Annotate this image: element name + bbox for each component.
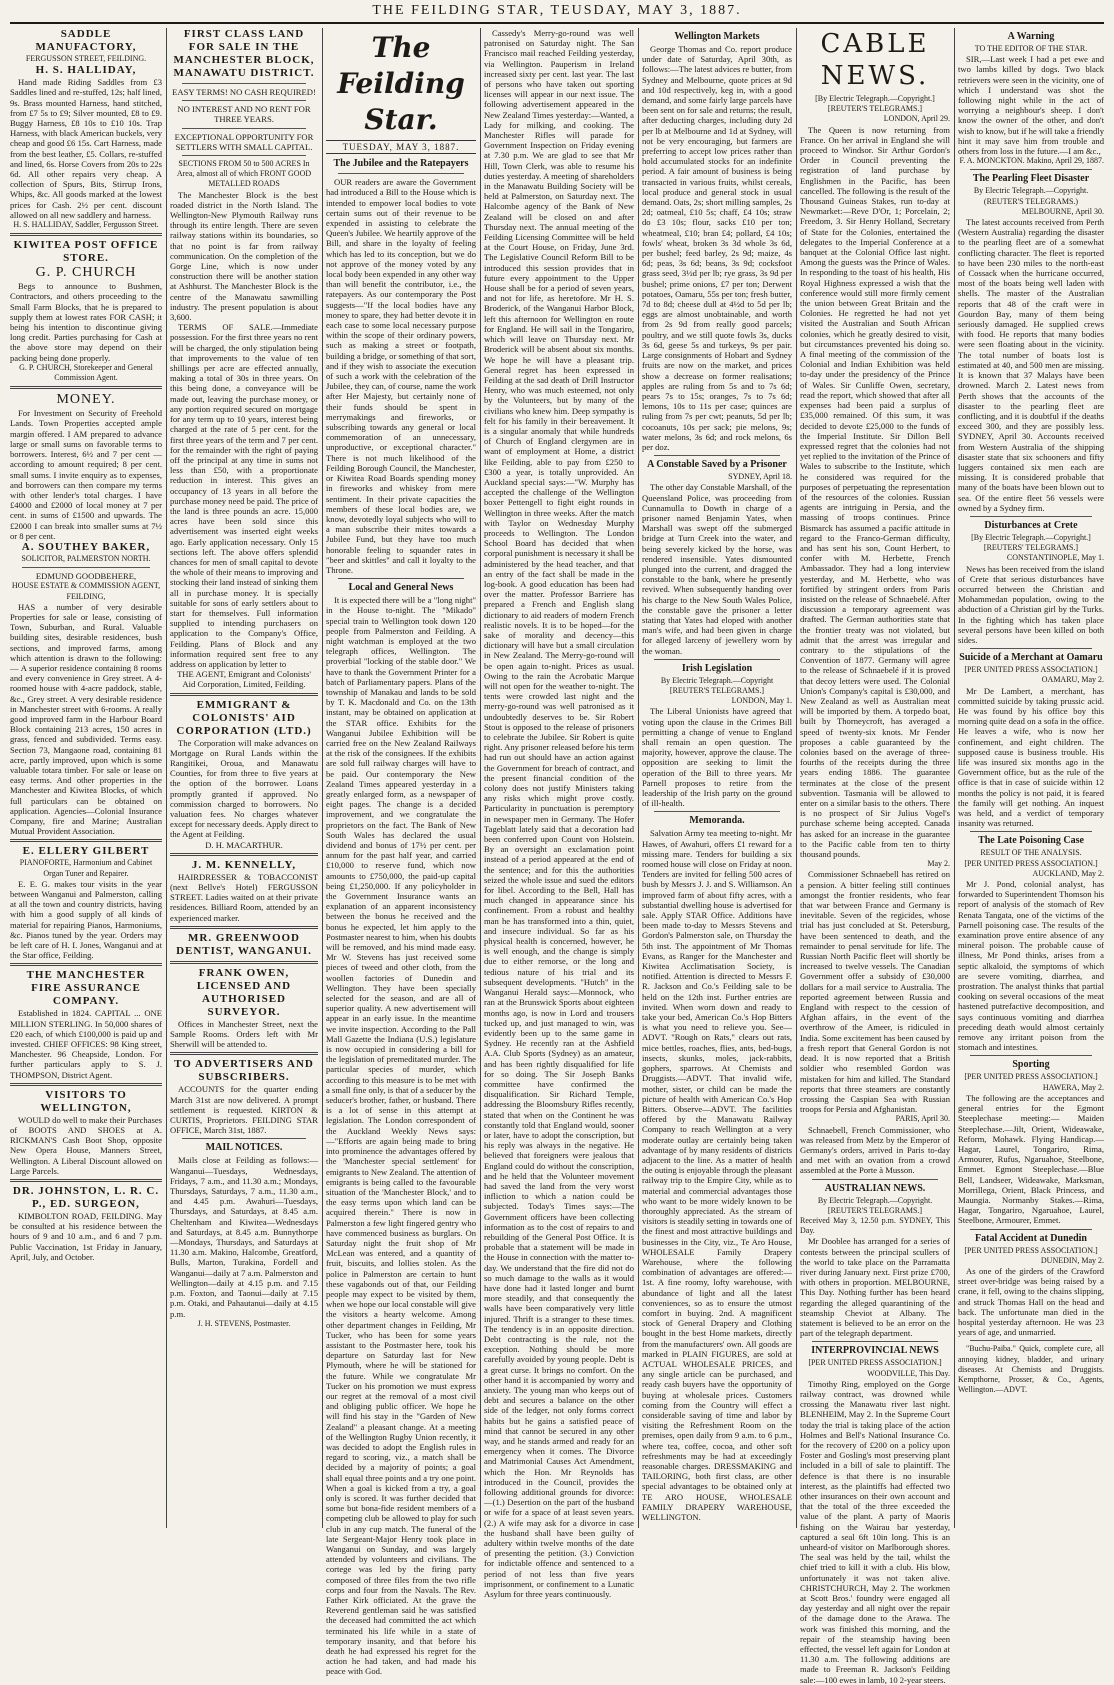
column-2 (170, 28, 318, 1528)
aus-body: Mr Dooblee has arranged for a series of contests between the principal scullers of the world to take place on the Parramatta river during January next. First prize £700, with others in proportion. MELBOURNE, This Day. Nothing further has been heard regarding the alleged quarantining of the steamship Cheviot at Albany. The statement is believed to be an error on the part of the telegraph department. (800, 1236, 950, 1339)
divider (170, 961, 318, 964)
oamaru-tag: [PER UNITED PRESS ASSOCIATION.] (964, 665, 1098, 675)
mail-signature: J. H. STEVENS, Postmaster. (197, 1318, 291, 1328)
column-rule (480, 28, 481, 1528)
divider (182, 100, 306, 101)
aus-dateline: Received May 3, 12.50 p.m. SYDNEY, This Day. (800, 1215, 950, 1236)
divider (170, 926, 318, 929)
divider (338, 578, 464, 579)
irish-body: The Liberal Unionists have agreed that voting upon the clause in the Crimes Bill permitting a change of venue to England shall remain an open question. The majority, however, approve the clause. The opposition are seeking to limit the operation of the Bill to three years. Mr Parnell proposes to retire from the leadership of the Irish party on the ground of ill-health. (642, 706, 792, 809)
sporting-tag: [PER UNITED PRESS ASSOCIATION.] (964, 1072, 1098, 1082)
fatal-title: Fatal Accident at Dunedin (975, 1232, 1087, 1244)
sporting-dateline: HAWERA, May 2. (1042, 1082, 1104, 1092)
divider (170, 693, 318, 696)
column-3 (326, 28, 476, 1677)
saved-body: The other day Constable Marshall, of the Queensland Police, was proceeding from Cunnamulla to Dowth in charge of a prisoner named Benjamin Yates, when Marshall was swept off the submerged bridge at Turn Creek into the water, and being severely kicked by the horse, was rendered insensible. Yates dismounted plunged into the current, and dragged the constable to the bank, where he presently revived. When subsequently handing over his charge to the New South Wales Police, the constable gave the prisoner a letter stating that Yates had eloped with another man's wife, and had been given in charge for alleged larceny of jewellery worn by the woman. (642, 482, 792, 656)
cable-may2: May 2. (927, 859, 950, 869)
church-body: Begs to announce to Bushmen, Contractors, and others proceeding to the Small Farm Blocks, that he is prepared to supply them at lowest rates FOR CASH; it being his intention to discontinue giving long credit. Parties purchasing for Cash at the above store may depend on their packing being done properly. (10, 281, 162, 363)
saved-dateline: SYDNEY, April 18. (728, 472, 792, 482)
sections: SECTIONS FROM 50 to 500 ACRES In Area, almost all of which FRONT GOOD METALLED ROADS (176, 159, 312, 189)
greenwood-title: MR. GREENWOOD DENTIST, WANGANUI. (176, 931, 312, 957)
divider (10, 233, 162, 236)
easy-terms: EASY TERMS! NO CASH REQUIRED! (172, 87, 316, 97)
irish-title: Irish Legislation (681, 662, 753, 674)
divider (654, 811, 780, 812)
divider (970, 1055, 1092, 1056)
fatal-tag: [PER UNITED PRESS ASSOCIATION.] (964, 1245, 1098, 1255)
irish-byline: By Electric Telegraph.—Copyright (660, 675, 774, 685)
advertisers-body: ACCOUNTS for the quarter ending March 31st are now delivered. A prompt settlement is requested. KIRTON & CURTIS, Proprietors. FEILDING STAR OFFICE, March 31st, 1887. (170, 1084, 318, 1136)
land-body: The Manchester Block is the best roaded district in the North Island. The Wellington-New Plymouth Railway runs through its entire length. There are seven railway stations within its boundaries, so that no point is far from railway communication. On the completion of the Gorge Line, which is now under construction there will be another station at Ashhurst. The Manchester Block is the centre of the Manawatu sawmilling industry. The present population is about 3,600. (170, 189, 318, 323)
pearling-tag: (REUTER'S TELEGRAMS.) (983, 196, 1079, 206)
sporting-title: Sporting (1012, 1059, 1050, 1071)
crete-title: Disturbances at Crete (984, 519, 1078, 531)
aus-title: AUSTRALIAN NEWS. (824, 1182, 926, 1194)
masthead: THE FEILDING STAR, TEUSDAY, MAY 3, 1887. (372, 3, 742, 18)
local-title: Local and General News (348, 582, 454, 594)
local-body: It is expected there will be a "long night" in the House to-night. The "Mikado" special train to Wellington took down 120 people from Palmerston and Feilding. A night watchman is employed at the two telegraph offices, Wellington. The proverbial "locking of the stable door." We have to thank the Government Printer for a batch of Parliamentary papers. Plans of the township of Manakau and lands to be sold by T. K. Macdonald and Co. on the 13th instant, may be obtained on application at the STAR office. Exhibits for the Wanganui Jubilee Exhibition will be carried free on the New Zealand Railways at the risk of the consignees. If the exhibits are sold full railway charges will have to be paid. Our contemporary the New Zealand Times appeared yesterday in a greatly enlarged form, as a newspaper of eight pages. The change is a decided improvement, and we congratulate the proprietors on the fact. The Bank of New South Wales has declared the usual dividend and bonus of 17½ per cent. per annum for the past half year, and carried £10,000 to reserve fund, which now amounts to £750,000, the paid-up capital being £1,250,000. If any policyholder in the Government Insurance wants an explanation of an apparent inconsistency between the bonus he received and the bonus he expected, let him apply to the Postmaster nearest to him, when his doubts will be removed, and his mind made easy. Mr W. Stevens has just received some pieces of tweed and other cloth, from the woollen factories of Dunedin and Wellington. They have been specially selected for the season, and are all of superior quality. A new advertisement will appear in an early issue. In the meantime we invite inspection. According to the Pall Mall Gazette the Indiana (U.S.) legislature is now occupied in considering a bill for the legislation of premeditated murder. The particular species of murder, which according to this measure is to be met with a small fine only, is that of a seducer by the seducer's brother, father, or husband. There is a lot of sense in this attempt at legislation. The London correspondent of the Auckland Weekly News says:—"Efforts are again being made to bring into prominence the advantages offered by the 'Manchester special settlement' for emigrants to New Zealand. The attention of emigrants is being called to the favourable situation of the 'Manchester Block,' and to the easy terms upon which land can be acquired therein." There is now in Palmerston a few light fingered gentry who have commenced business as burglars. On Saturday night the fruit shop of Mr McLean was entered, and a quantity of fruit, biscuits, and lollies stolen. As the police in Palmerston are certain to hunt these vagabonds out of that, our Feilding people may expect to be visited by them, when we hope our local constable will give the visitors a hearty welcome. Among other department changes in Feilding, Mr Tucker, who has been for some years assistant to the Postmaster here, took his departure on Saturday last for New Plymouth, where he will be stationed for the future. While we congratulate Mr Tucker on his promotion we must express our regret at the removal of a most civil and obliging public officer. We hope he will find his stay in the "Garden of New Zealand" a pleasant change. At a meeting of the Wellington Rugby Union recently, it was decided to adopt the English rules in regard to scoring, viz., a match shall be decided by a majority of points; a goal shall equal three points and a try one point. When a goal is kicked from a try, a goal only is scored. It was further decided that some but bona-fide resident members of a competing club be allowed to play for such club in any cup match. The funeral of the late Sergeant-Major Henry took place in Wanganui on Sunday, and was largely attended by volunteers and civilians. The cortege was led by the firing party composed of three files from the two rifle corps and four from the Navals. The Rev. Father Kirk officiated. At the grave the Reverend gentleman said he was satisfied the deceased had committed the act which terminated his life while in a state of temporary insanity, and that before his death he had expressed his regret for the action he had taken, and had made his peace with God. (326, 595, 476, 1677)
oamaru-title: Suicide of a Merchant at Oamaru (959, 652, 1103, 664)
agent: THE AGENT, Emigrant and Colonists' Aid Corporation, Limited, Feilding. (177, 669, 311, 690)
no-interest: NO INTEREST AND NO RENT FOR THREE YEARS. (177, 104, 311, 125)
oamaru-body: Mr De Lambert, a merchant, has committed suicide by taking prussic acid. He was found by his office boy this morning quite dead on a sofa in the office. He leaves a wife, who is now her confinement, and eight children. The supposed cause is business trouble. His life was insured six months ago in the Government office, but as the rule of the office is that in case of suicide within 12 months the policy is not paid, it is feared the family will get nothing. An inquest was held, and a verdict of temporary insanity was returned. (958, 685, 1104, 829)
divider (338, 173, 464, 174)
kennelly-body: HAIRDRESSER & TOBACCONIST (next Bellve's Hotel) FERGUSSON STREET. Ladies waited on at their private residences. Billiard Room, attended by an experienced marker. (170, 871, 318, 923)
saddle-ad-body: Hand made Riding Saddles from £3 Saddles lined and re-stuffed, 12s; half lined, 9s. Brass mounted Harness, hand stitched, from £7 5s to £9; Silver mounted, £8 to £9. Buggy Harness, £8 10s to £10 10s. Trap Harness, with black American buckels, very cheap and good £6 15s. Cart Harness, made from the best leather, £5. Collars, re-stuffed and lined, 6s. Horse Covers from 20s to 22s 6d. All other repairs very cheap. A collection of Spurs, Bits, Stirrup Irons, Whips, &c. All goods marked at the lowest prices for Cash. 2½ per cent. discount allowed on all new saddlery and harness. (10, 77, 162, 220)
divider (10, 839, 162, 842)
memo-body: Salvation Army tea meeting to-night. Mr Hawes, of Awahuri, offers £1 reward for a missing mare. Tenders for building a six roomed house will close on Friday at noon. Tenders are invited for felling 500 acres of bush by Messrs J. J. and S. Williamson. An improved farm of about fifty acres, with a substantial dwelling house is advertised for sale. Apply STAR Office. Additions have been made to-day to Messrs Stevens and Gordon's Palmerston sale, on Thursday the 5th inst. The appointment of Mr Thomas Evans, as Ranger for the Manchester and Kiwitea Acclimatisation Society, is notified. Attention is directed to Messrs F. R. Jackson and Co.'s Feilding sale to be held on the 12th inst. Further entries are invited. When worn down and ready to take your bed, American Co.'s Hop Bitters is what you need to relieve you. See—ADVT. "Rough on Rats," clears out rats, mice bettles, roaches, flies, ants, bed-bugs, insects, skunks, moles, jack-rabbits, gophers, sparrows. At Chemists and Druggists.—ADVT. That invalid wife, mother, sister, or child can be made the picture of health with American Co.'s Hop Bitters. Observe—ADVT. The facilities offered by the Manawatu Railway Company to reach Wellington at a very moderate outlay are certainly being taken advantage of by many residents of districts adjacent to the line. As a matter of health the outing is enjoyable through the pleasant railway trip to the Empire City, while as to material and commercial advantages those who want to be more widely known to be thoroughly appreciated. As the stream of visitors is steadily setting in towards one of the finest and most attractive buildings and businesses in the City, viz., Te Aro House, WHOLESALE Family Drapery Warehouse, where the following combination of advantages are offered:—1st. A fine roomy, lofty warehouse, with abundance of light and all the latest conveniences, so as to ensure the utmost comfort in buying. 2nd. A magnificent stock of General Drapery and Clothing bought in the best Home markets, directly from the manufacturers' own. All goods are marked in PLAIN FIGURES, are sold at ACTUAL WHOLESALE PRICES, and any single article can be purchased, and ready cash buyers have the opportunity of buying at wholesale prices. Customers coming from the Country will effect a considerable saving of time and labor by visiting the Refreshment Room on the premises, open daily from 9 a.m. to 6 p.m., where tea, coffee, cocoa, and other soft refreshments may be had at exceedingly reasonable charges. DRESSMAKING and TAILORING, both first class, are other special advantages to be obtained only at TE ARO HOUSE, WHOLESALE FAMILY DRAPERY WAREHOUSE, WELLINGTON. (642, 828, 792, 1523)
column-1 (10, 28, 162, 1528)
inter-body: Timothy Ring, employed on the Gorge railway contract, was drowned while crossing the Manawatu river last night. BLENHEIM, May 2. In the Supreme Court today the trial is taking place of the action Holmes and Bell's National Insurance Co. for the recovery of £200 on a policy upon Foster and Gosling's most preserving plant included in a bill of sale to plaintiff. The defence is that there is no insurable interest, as the plaintiffs had effected two other insurances on their own account and that the total of the three exceeded the value of the plant. A party of Maoris fishing on the Wairau bar yesterday, captured a seal 6ft 10in long. This is an unheard-of visitor on Marlborough shores. The seal was held by the tail, whilst the chief tried to kill it with a club. His blow, unfortunately it was not taken alive. CHRISTCHURCH, May 2. The workmen at Scott Bros.' foundry were engaged all day yesterday and all night over the repair of the damage done to the Arawa. The work was finished this morning, and the repair of the steamship having been effected, the vessel left again for London at 11.30 a.m. The following additions are made to Freeman R. Jackson's Feilding sale:—100 ewes in lamb, 10 2-year steers. (800, 1378, 950, 1685)
divider (970, 648, 1092, 649)
pearling-title: The Pearling Fleet Disaster (972, 173, 1090, 185)
aus-tag: [REUTER'S TELEGRAMS.] (827, 1205, 923, 1215)
divider (10, 1083, 162, 1086)
issue-date: TUESDAY, MAY 3, 1887. (326, 140, 476, 154)
macarthur: D. H. MACARTHUR. (205, 839, 283, 850)
memo-title: Memoranda. (689, 815, 745, 827)
johnston-title: DR. JOHNSTON, L. R. C. P., ED. SURGEON, (12, 1185, 160, 1211)
warning-signature: F. A. MONCKTON. Makino, April 29, 1887. (959, 156, 1104, 166)
gilbert-role: PIANOFORTE, Harmonium and Cabinet Organ Tuner and Repairer. (19, 858, 153, 878)
baker-name: A. SOUTHEY BAKER, (21, 540, 151, 553)
emigrant-body: The Corporation will make advances on Mortgage on Rural Lands within the Rangitikei, Oroua, and Manawatu Counties, for from three to five years at the option of the borrower. Loans promptly granted if approved. No commission charged to borrowers. No valuation fees. No charges whatever except for necessary deeds. Apply direct to the Agent at Feilding. (170, 737, 318, 840)
markets-title: Wellington Markets (674, 31, 760, 42)
column-6 (800, 28, 950, 1685)
divider (10, 963, 162, 966)
divider (10, 1179, 162, 1182)
column-rule (166, 28, 167, 1528)
divider (970, 1340, 1092, 1341)
cable-paris: PARIS, April 30. (895, 1114, 950, 1124)
crete-dateline: CONSTANTINOPLE, May 1. (1006, 553, 1104, 563)
exceptional: EXCEPTIONAL OPPORTUNITY FOR SETTLERS WITH SMALL CAPITAL. (174, 131, 314, 152)
divider (182, 1138, 306, 1139)
divider (970, 516, 1092, 517)
divider (970, 169, 1092, 170)
column-rule (322, 28, 323, 1528)
fire-body: Established in 1824. CAPITAL ... ONE MILLION STERLING. In 50,000 shares of £20 each, of which £100,000 is paid up and invested. CHIEF OFFICES: 98 King street, Manchester. 96 Cheapside, London. For further particulars apply to S. J. THOMPSON, District Agent. (10, 1008, 162, 1080)
visitors-body: WOULD do well to make their Purchases of BOOTS AND SHOES at A. RICKMAN'S Cash Boot Shop, opposite New Opera House, Manners Street, Wellington. A Liberal Discount allowed on Large Parcels. (10, 1114, 162, 1176)
land-title: FIRST CLASS LAND FOR SALE IN THE MANCHESTER BLOCK, MANAWATU DISTRICT. (173, 28, 315, 79)
owen-body: Offices in Manchester Street, next the Sample Rooms. Orders left with Mr Sherwill will be attended to. (170, 1018, 318, 1050)
column-7 (958, 28, 1104, 1528)
crete-tag: [REUTERS' TELEGRAMS.] (983, 543, 1079, 553)
divider (654, 659, 780, 660)
poison-title: The Late Poisoning Case (978, 835, 1084, 847)
emigrant-title: EMMIGRANT & COLONISTS' AID CORPORATION (LTD.) (176, 698, 312, 737)
poison-dateline: AUCKLAND, May 2. (1032, 868, 1104, 878)
poison-tag: [PER UNITED PRESS ASSOCIATION.] (964, 858, 1098, 868)
pearling-body: The latest accounts received from Perth (Western Australia) regarding the disaster to the pearling fleet are of a somewhat conflicting character. The fleet is reported to have been 230 miles to the north-east of Cossack when the hurricane occurred, most of the boats being well laden with shells. The master of the Australian reports that 48 of the craft were in Gourdon Bay, many of them being seriously damaged. He supplied crews with food. He reports that many bodies were seen floating about in the vicinity. The total number of boats lost is estimated at 40, and 500 men are missing. It is known that 37 Malays have been drowned. March 2. Latest news from Perth shows that the accounts of the disaster to the pearling fleet are conflicting, and it is doubtful if the deaths exceed 300, and they are possibly less. SYDNEY, April 30. Accounts received from Western Australia of the shipping disaster state that six schooners and fifty luggers contained six men each are missing. It is considered probable that many of the boats have been blown out to sea. Of the entire fleet 56 vessels were owned by a Sydney firm. (958, 217, 1104, 513)
masthead-rule (10, 22, 1104, 24)
terms-of-sale: TERMS OF SALE.—Immediate possession. For the first three years no rent will be charged, the only stipulation being that improvements to the value of ten shillings per acre are effected annually, making a total of 30s in three years. On this being done, a conveyance will be made out, leaving the purchase money, or any portion required secured on mortgage for any term up to 10 years, interest being charged at the rate of 5 per cent. for the first three years of the term and 7 per cent. for the remainder with the right of paying off the principal at any time in sums not less than £50, with a proportionate reduction in interest. This gives an occupancy of 13 years in all before the purchase money need be paid. The price of the land is three pounds an acre. 15,000 acres have been sold since this advertisement was inserted eight weeks ago. Early application necessary. Only 15 sections left. The above offers splendid chances for men of small capital to devote the whole of their means to improving and stocking their land instead of sinking them all in purchase money. It is specially suitable for sons of early settlers about to start for themselves. Full information supplied to intending purchasers on application to the Company's Office, Feilding. Plans of Block and any information required sent free to any address on application by letter to (170, 322, 318, 669)
inter-tag: [PER UNITED PRESS ASSOCIATION.] (808, 1358, 942, 1368)
owen-title: FRANK OWEN, LICENSED AND AUTHORISED SURVEYOR. (196, 966, 292, 1018)
divider (182, 83, 306, 84)
goodbehere-name: EDMUND GOODBEHERE, (35, 571, 137, 582)
saved-title: A Constable Saved by a Prisoner (647, 459, 787, 471)
inter-title: INTERPROVINCIAL NEWS (811, 1345, 939, 1357)
irish-tag: [REUTER'S TELEGRAMS.] (669, 685, 765, 695)
divider (812, 1341, 938, 1342)
church-signature: G. P. CHURCH, Storekeeper and General Commission Agent. (19, 362, 153, 383)
money-title: MONEY. (56, 392, 116, 408)
warning-title: A Warning (1007, 31, 1055, 42)
kennelly-title: J. M. KENNELLY, (191, 858, 297, 871)
visitors-title: VISITORS TO WELLINGTON, (40, 1088, 132, 1114)
crete-body: News has been received from the island of Crete that serious disturbances have occurred between the Christian and Mohammedan population, owing to the abduction of a Christian girl by the Turks. In the fighting which has taken place several persons have been killed on both sides. (958, 563, 1104, 645)
sporting-body: The following are the acceptances and general entries for the Egmont Steeplechase meeting:— Maiden Steeplechase.—Jilt, Orient, Wideawake, Reform, Mohawk. Flying Handicap.—Hagar, Laurel, Tongariro, Rima, Armourer, Rufus, Ngaruahoe, Steelbone, Emmet. Egmont Steeplechase.—Blue Bell, Landseer, Wideawake, Marksman, Morrillega, Orient, Black Princess, and Maungia. Normanby Stakes.—Rima, Hagar, Tongariro, Ngaruahoe, Laurel, Steelbone, Armourer, Emmet. (958, 1092, 1104, 1226)
gilbert-body: E. E. G. makes tour visits in the year between Wanganui and Palmerston, calling at all the town and country districts, having with him a good supply of all kinds of material for repairing Pianos, Harmoniums, &c. Pianos tuned by the year. Orders may be left care of H. I. Jones, Wanganui and at the Star office, Feilding. (10, 878, 162, 961)
advertisers-title: TO ADVERTISERS AND SUBSCRIBERS. (174, 1058, 314, 1084)
divider (970, 1229, 1092, 1230)
fire-title: THE MANCHESTER FIRE ASSURANCE COMPANY. (26, 969, 146, 1008)
divider (10, 386, 162, 389)
column-4 (484, 28, 634, 1600)
baker-role: SOLICITOR, PALMERSTON NORTH. (21, 553, 151, 563)
warning-to: TO THE EDITOR OF THE STAR. (974, 44, 1088, 53)
inter-dateline: WOODVILLE, This Day. (867, 1368, 950, 1378)
divider (182, 128, 306, 129)
pearling-dateline: MELBOURNE, April 30. (1021, 206, 1104, 216)
divider (812, 1179, 938, 1180)
cable-dateline: LONDON, April 29. (883, 114, 950, 124)
news-body: Cassedy's Merry-go-round was well patronised on Saturday night. The San Francisco mail reached Feilding yesterday, via Wellington. Pauperism in Ireland increased sixty per cent. last year. The last of persons who have taken out sporting licenses will appear in our next issue. The following advertisement appeared in the New Zealand Times yesterday:—Wanted, a Lady for milking, and cooking. The Manchester Rifles will parade for Government Inspection on Friday evening at 7.30 p.m. We are glad to see that Mr Hill, Town Clerk, was able to resume his duties yesterday. A meeting of shareholders in the Manawatu Building Society will be held at Palmerston, on Saturday next. The Halcombe agency of the Bank of New Zealand will be closed on and after Thursday next. The annual meeting of the Feilding Licensing Committee will be held at the Court House, on Friday, June 3rd. The Legislative Council Reform Bill to be introduced this session provides that in future every appointment to the Upper House shall be for a period of seven years, and not for life, as heretofore. Mr H. S. Broderick, of the Wanganui Harbor Block, left this afternoon for Wellington en route for England. He will sail in the Tongariro, which will leave on Thursday next. Mr Broderick will be absent about six months. We hope he will have a pleasant trip. General regret has been expressed in Feilding at the sad death of Drill Instructor Henry, who was much esteemed, not only by the Volunteers, but by many of the civilians who knew him. Deep sympathy is felt for his family in their bereavement. It is a singular anomaly that while hundreds of Church of England clergymen are in want of employment at Home, a district like Feilding, able to pay from £250 to £300 a year, is totally unprovided. An Auckland special says:—"W. Murphy has accepted the challenge of the Wellington boxer Pettengell to fight eight rounds in Wellington in three weeks. After the match with Taylor on Wednesday Murphy proceeds to Wellington. The London School Board has decided that when corporal punishment is necessary it shall be administered by the head teacher, and that an entry of the fact shall be made in the log-book. A good education has been had over the matter. Professor Barriere has prepared a French and English slang dictionary to aid readers of modern French realistic novels. It is to be hoped—for the sake of morality and decency—this dictionary will have but a small circulation in New Zealand. The Merry-go-round will be open again to-night. Prices as usual. Owing to the rain the Acrobatic Marque will not open for the weather to-night. The tents were crowded last night and the merry-go-round was well patronised as it undoubtedly deserves to be. Sir Robert Stout is opposed to the release of prisoners to celebrate the Jubilee. Sir Robert is quite right. Any prisoner released before his term had run out should have an action against the Government for breach of contract, and the present financial condition of the colony does not justify Ministers taking any risks which might prove costly. Particularity in punctuation is peremptory in newspaper men in Germany. The Hofer Tageblatt lately said that a decoration had been conferred upon Count von Holstein. By an oversight an exclamation point instead of a period appeared at the end of the sentence; and for this the authorities seized the whole issue and sued the editors for libel. According to the Bell, Hall has much changed in appearance since his confinement. From a robust and healthy man he has transformed into a thin, quiet, and insecure individual. So far as his physical health is concerned, however, he is well enough, and the change is simply due to either remorse, or the long and tedious nature of his trial and its subsequent developments. "Hutch" in the Wanganui Herald says:—Monnock, who ran at the Brunswick Sports about eighteen months ago, is now in Lord and trousers tucked up, and just managed to win, was evidently been up to the same game in Sydney. He recently ran at the Ashfield A.A. Club Sports (Sydney) as an amateur, and has been rightly disqualified for life for so doing. The Sir Joseph Banks committee have confirmed the disqualification. Sir Richard Temple, addressing the Bloomsbury Rifles recently, stated that when on the Continent he was constantly told that England would, sooner or later, have to adopt the conscription, but his reply was always in the negative. He believed that foreigners were jealous that England could do without the conscription, and he held that the Volunteer movement had saved the land from the very worst infliction to which a nation could be subjected. Today's Times says:—The Government officers have been collecting information as to the cost of repairs to and rebuilding of the General Post Office. It is probable that a statement will be made in the House in connection with the matter to-day. We understand that the fire did not do so much damage to the walls as it would have done had it lasted longer and burnt more steadily, and that consequently the walls have been comparatively very little injured. Thrift is a stranger to these times. The tendency is in an opposite direction. Debt contracting is the rule, not the exception. Nothing should be more carefully avoided by young people. Debt is a great curse. It brings no comfort. On the other hand it is accompanied by worry and anxiety. The young man who keeps out of debt and secures a balance on the other side of the ledger, not only forms correct habits but he gains a satisfied peace of mind that cannot be secured in any other way, and he stands armed and ready for an emergency when it comes. The Divorce and Matrimonial Causes Act Amendment, which the Hon. Mr Reynolds has introduced in the Council, provides the following additional grounds for divorce:—(1.) Desertion on the part of the husband or wife for a space of at least seven years. (2.) A wife may ask for a divorce in case the husband shall have been guilty of adultery within twelve months of the date of presenting the petition. (3.) Conviction for indictable offence and sentenced to a period of not less than five years imprisonment, or confinement to a Lunatic Asylum for three years continuously. (484, 28, 634, 1600)
saddle-title: SADDLE MANUFACTORY, (35, 28, 137, 53)
fatal-dateline: DUNEDIN, May 2. (1040, 1255, 1104, 1265)
money-body: For Investment on Security of Freehold Lands. Town Properties accepted ample margin offered. I AM prepared to advance large or small sums on favorable terms to borrowers. Interest, 6½ and 7 per cent — according to amount required; 8 per cent. small sums. I invite enquiry as to expenses, and borrowers can then compare my terms with other lender's total charges. I have £4000 and £2000 of local money at 7 per cent. in sums of £1500 and upwards. The £2000 I can break into smaller sums at 7½ or 8 per cent. (10, 408, 162, 541)
saddle-signature: H. S. HALLIDAY, Saddler, Fergusson Street. (13, 220, 159, 230)
jubilee-body: OUR readers are aware the Government had introduced a Bill to the House which is intended to empower local bodies to vote certain sums out of their revenue to be expended in assisting to celebrate the Queen's Jubilee. We heartily approve of the Bill, and share in the loyalty of feeling which has led to its conception, but we do not approve of the money voted by any local body been expended in any other way than will benefit the contributor, i.e., the ratepayers. As our contemporary the Post suggests—"If the local bodies have any money to spare, they had better devote it in each case to some local necessary purpose within the scope of their ordinary powers, such as making a street or footpath, building a bridge, or something of that sort, and if they wish to associate the execution of such a work with the celebration of the Jubilee, they can, of course, name the work after Her Majesty, but certainly none of their funds should be spent in merrymakings and fireworks, or subscribing towards any general or local commemoration of an unnecessary, unproductive, or exceptional character." There is not much likelihood of the Feilding Borough Council, the Manchester, or Kiwitea Road Boards spending money in fireworks and whiskey from mere sentiment. In their private capacities the members of these local bodies are, we know, devotedly loyal subjects who will to a man subscribe their mites towards a Jubilee Fund, but they have too much honorable feeling to squander rates in "beer and skittles" and call it loyalty to the Throne. (326, 177, 476, 575)
divider (654, 455, 780, 456)
divider (22, 567, 150, 568)
cable-byline: [By Electric Telegraph.—Copyright.] (815, 94, 935, 103)
poison-body: Mr J. Pond, colonial analyst, has forwarded to Superintendent Thomson his report of analysis of the stomach of Rev Renata Tangata, one of the victims of the Parnell poisoning case. The results of the examination prove entire absence of any mineral poison. The probable cause of illness, Mr Pond thinks, arises from a septic alkaloid, the symptoms of which are severe vomiting, diarrhea, and prostration. The analyst thinks that partial cooking on several occasions of the meat hastened putrefactive decomposition, and says continuous vomiting and diarrhea preceding death would almost certainly remove any irritant poison from the stomach and intestines. (958, 879, 1104, 1053)
johnston-body: KIMBOLTON ROAD, FEILDING. May be consulted at his residence between the hours of 9 and 10 a.m., and 6 and 7 p.m. Public Vaccination, 1st Friday in January, April, July, and October. (10, 1211, 162, 1262)
warning-body: SIR,—Last week I had a pet ewe and two lambs killed by dogs. Two black retrievers were seen in the vicinity, one of which I understand was shot the following night while in the act of worrying a neighbour's sheep. I don't know the owner of the other, and don't wish to know, but if he will take a friendly hint it may save him from trouble and others from loss in the future.—I am &c., (958, 54, 1104, 157)
cable-body-2: Commissioner Schnaebell has retired on a pension. A bitter feeling still continues amongst the frontier residents, who fear that war between France and Germany is inevitable. Seven of the regicides, whose trial has just concluded at St. Petersburg, have been sentenced to death, and the remainder to penal servitude for life. The Russian North Pacific fleet will shortly be increased to twelve vessels. The Canadian Government offer a subsidy of £30,000 dollars for a mail service to Australia. The reported agreement between Russia and England with respect to the cession of Afghan affairs, in the event of the overthrow of the Ameer, is ridiculed in India. Some excitement has been caused by a fresh report that General Gordon is not dead. It is now reported that a British soldier who resembled Gordon was mistaken for him and killed. The Standard reports that three steamers are constantly crossing the Caspian Sea with Russian troops for Persia and Afghanistan. (800, 869, 950, 1115)
column-5 (642, 28, 792, 1528)
oamaru-dateline: OAMARU, May 2. (1041, 675, 1104, 685)
column-rule (638, 28, 639, 1528)
saddle-proprietor: H. S. HALLIDAY, (35, 64, 137, 77)
pearling-byline: By Electric Telegraph.—Copyright. (973, 186, 1089, 196)
divider (970, 831, 1092, 832)
fatal-body: As one of the girders of the Crawford street over-bridge was being raised by a crane, it fell, owing to the chains slipping, and struck Thomas Hall on the head and back. The unfortunate man died in the hospital yesterday afternoon. He was 23 years of age, and unmarried. (958, 1265, 1104, 1338)
cable-body-3: Schnaebell, French Commissioner, who was released from Metz by the Emperor of Germany's orders, arrived in Paris to-day and met with an ovation from a crowd assembled at the Porte à Musson. (800, 1124, 950, 1176)
cable-title: CABLE NEWS. (820, 29, 930, 91)
divider (182, 155, 306, 156)
buchu-ad: "Buchu-Paiba." Quick, complete cure, all annoying kidney, bladder, and urinary diseases. At Chemists and Druggists. Kempthorne, Prosser, & Co., Agents, Wellington.—ADVT. (958, 1344, 1104, 1395)
column-rule (954, 28, 955, 1528)
kiwitea-title: KIWITEA POST OFFICE STORE. (13, 239, 159, 265)
cable-tag: [REUTER'S TELEGRAMS.] (827, 104, 923, 114)
divider (170, 853, 318, 856)
poison-subtitle: RESULT OF THE ANALYSIS. (980, 848, 1082, 858)
mail-body: Mails close at Feilding as follows:— Wanganui—Tuesdays, Wednesdays, Fridays, 7 a.m., and 11.30 a.m.; Mondays, Thursdays, Saturdays, 7 a.m., 11.30 a.m., and 4.45 p.m. Awahuri—Tuesdays, Thursdays, and Saturdays, at 8.45 a.m. Cheltenham and Kiwitea—Wednesdays and Saturdays, at 8.45 a.m. Bunnythorpe—Mondays, Thursdays, and Saturdays at 11.30 a.m. Makino, Halcombe, Greatford, Bulls, Marton, Turakina, Fordell and Wanganui—daily at 7 a.m. Palmerston and Wellington—daily at 4.15 p.m. and 7.15 p.m. Foxton, and Taonui—daily at 7.15 p.m. Otaki, and Pahautanui—daily at 4.15 p.m. (170, 1155, 318, 1319)
gilbert-name: E. ELLERY GILBERT (22, 845, 150, 858)
goodbehere-body: HAS a number of very desirable Properties for sale or lease, consisting of Town, Suburban, and Rural. Valuable building sites, desirable residences, bush sections, and improved farms, among which attention is drawn to the following:— A superior residence containing 8 rooms and every convenience in Grey street. A 4-roomed house with 4-acre paddock, stable, &c., Grey street. A very desirable residence in Manchester street with 6-rooms. A really good improved farm in the Harbour Board Block containing 213 acres, 150 acres in grass, fenced and subdivided. Terms easy. Section 73, Mangaone road, containing 81 acre, partly improved, upon which is some valuable totara timber. For sale or lease on easy terms. And other properties in the Manchester and Kiwitea Blocks, of which full particulars can be obtained on application. Agencies—Colonial Insurance Company, fire and Marine; Australian Mutual Provident Association. (10, 601, 162, 837)
jubilee-title: The Jubilee and the Ratepayers (333, 158, 469, 170)
cable-body: The Queen is now returning from France. On her arrival in England she will proceed to Windsor. Sir Arthur Gordon's Order in Council preventing the registration of land purchase by Englishmen in the Pacific, has been cancelled. The following is the result of the Thousand Guineas Stakes, run to-day at Newmarket:—Reve D'Or, 1; Porcelain, 2; Freedom, 3. Sir Henry Holland, Secretary of State for the Colonies, entertained the delegates to the Imperial Conference at a banquet at the Colonial Office last night. Among the guests was the Prince of Wales. In responding to the toast of his health, His Royal Highness expressed a wish that the conference would still more firmly cement the union between Great Britain and the Colonies. He regretted he had not yet visited the Australian and South African colonies, which he greatly desired to visit, but circumstances prevented his doing so. A final meeting of the commission of the Colonial and Indian Exhibition was held to-day under the presidency of the Prince of Wales. Sir Cunliffe Owen, secretary, read the report, which showed that after all expenses had been paid a surplus of £35,000 remained. Of this sum, it was decided to devote £25,000 to the funds of the Imperial Institute. Sir Dillon Bell expressed regret that the colonies had not yet replied to the invitation of the Prince of Wales to subscribe to the Institute, which he considered was required for the purposes of perpetuating the representation of the resources of the colonies. Russian agents are intriguing in Persia, and the massing of troops continues. Prince Bismarck has assumed a pacific attitude in regard to the Franco-German difficulty, and has sent his son, Count Herbert, to confer with M. Herbette, French Ambassador. They had a long interview yesterday, and M. Herbette, who was fortified by stringent orders from Paris insisted on the release of Schnaebelé. After discussion a temporary agreement was drafted. The German authorities state that the frontier treaty was not violated, but admit that the arrest was irregular and contrary to the stipulations of the Convention of 1877. Germany will agree to the release of Schnaebelé if it is proved that decoy letters were used. The Colonial Union's Company's capital is £30,000, and New Zealand as well as Australian meat will be imported by them. A torpedo boat, built by Thorneycroft, has averaged a speed of twenty-six knots. Mr Fender proposes a cable guaranteed by the colonies based on the average of three-fourths of the receipts during the three years ending 1886. The guarantee terminates at the close of the present subvention. Tasmania will be allowed to enter on a similar basis to the others. There is no prospect of Sir Julius Vogel's purchase scheme being accepted. Canada has asked for an increase in the guarantee to the Pacific cable from ten to thirty thousand pounds. (800, 124, 950, 860)
crete-byline: [By Electric Telegraph.—Copyright.] (971, 532, 1091, 542)
church-title: G. P. CHURCH (35, 265, 137, 281)
column-rule (796, 28, 797, 1528)
saddle-address: FERGUSSON STREET, FEILDING. (25, 54, 147, 63)
aus-byline: By Electric Telegraph.—Copyright. (817, 1195, 933, 1205)
divider (170, 1052, 318, 1055)
markets-body: George Thomas and Co. report produce under date of Saturday, April 30th, as follows:—The latest advices re butter, from Sydney and Melbourne, quote prices at 9d and 10d respectively, keg in, with a good demand, and some fairly large parcels have been sent on for sale and returns; the result, after deducting charges, including duty 2d per lb at Melbourne and 1d at Sydney, will not be very encouraging, but farmers are preferring to accept low prices rather than hold accumulated stocks for an indefinite period. A fair amount of business is being transacted in various fruits, whilst cereals, local produce and general stock in usual demand. Oats, 2s; short milling samples, 2s 2d; oatmeal, £10 5s; chaff, £4 10s; straw do £3 10s; flour, sacks £10 per ton; wheatmeal, £10; bran £4; pollard, £4 10s; fowls' wheat, broken 3s 3d whole 3s 6d, per bushel; feed barley, 2s 9d; maize, 4s 6d; peas, 3s 6d; beans, 3s 9d; cocksfoot grass seed, 3½d per lb; rye grass, 3s 9d per bushel; prime onions, £7 per ton; Derwent potatoes, Oamaru, 55s per ton; fresh butter, 7d to 8d; cheese dull at 4½d to 5d per lb; eggs are almost unobtainable, and worth from 2s 9d from really good parcels; poultry, and we still quote fowls 3s, ducks 3s 6d, geese 5s and turkeys, 9s per pair. Large consignments of Hobart and Sydney fruits are now on the market, and prices show a decrease on former realisations; apples are ruling from 5s and to 7s 6d; pears 7s to 15s; oranges, 7s to 7s 6d; lemons, 10s to 11s per case; quinces are ruling from 7s per cwt; peanuts, 5d per lb; cocoanuts, 10s per sack; pie melons, 9s; water melons, 3s 6d; and rock melons, 6s per doz. (642, 44, 793, 452)
goodbehere-role: HOUSE ESTATE & COMMISSION AGENT, FEILDING, (11, 581, 161, 601)
paper-name: The Feilding Star. (337, 31, 465, 136)
irish-dateline: LONDON, May 1. (731, 696, 792, 706)
mail-title: MAIL NOTICES. (205, 1142, 283, 1154)
